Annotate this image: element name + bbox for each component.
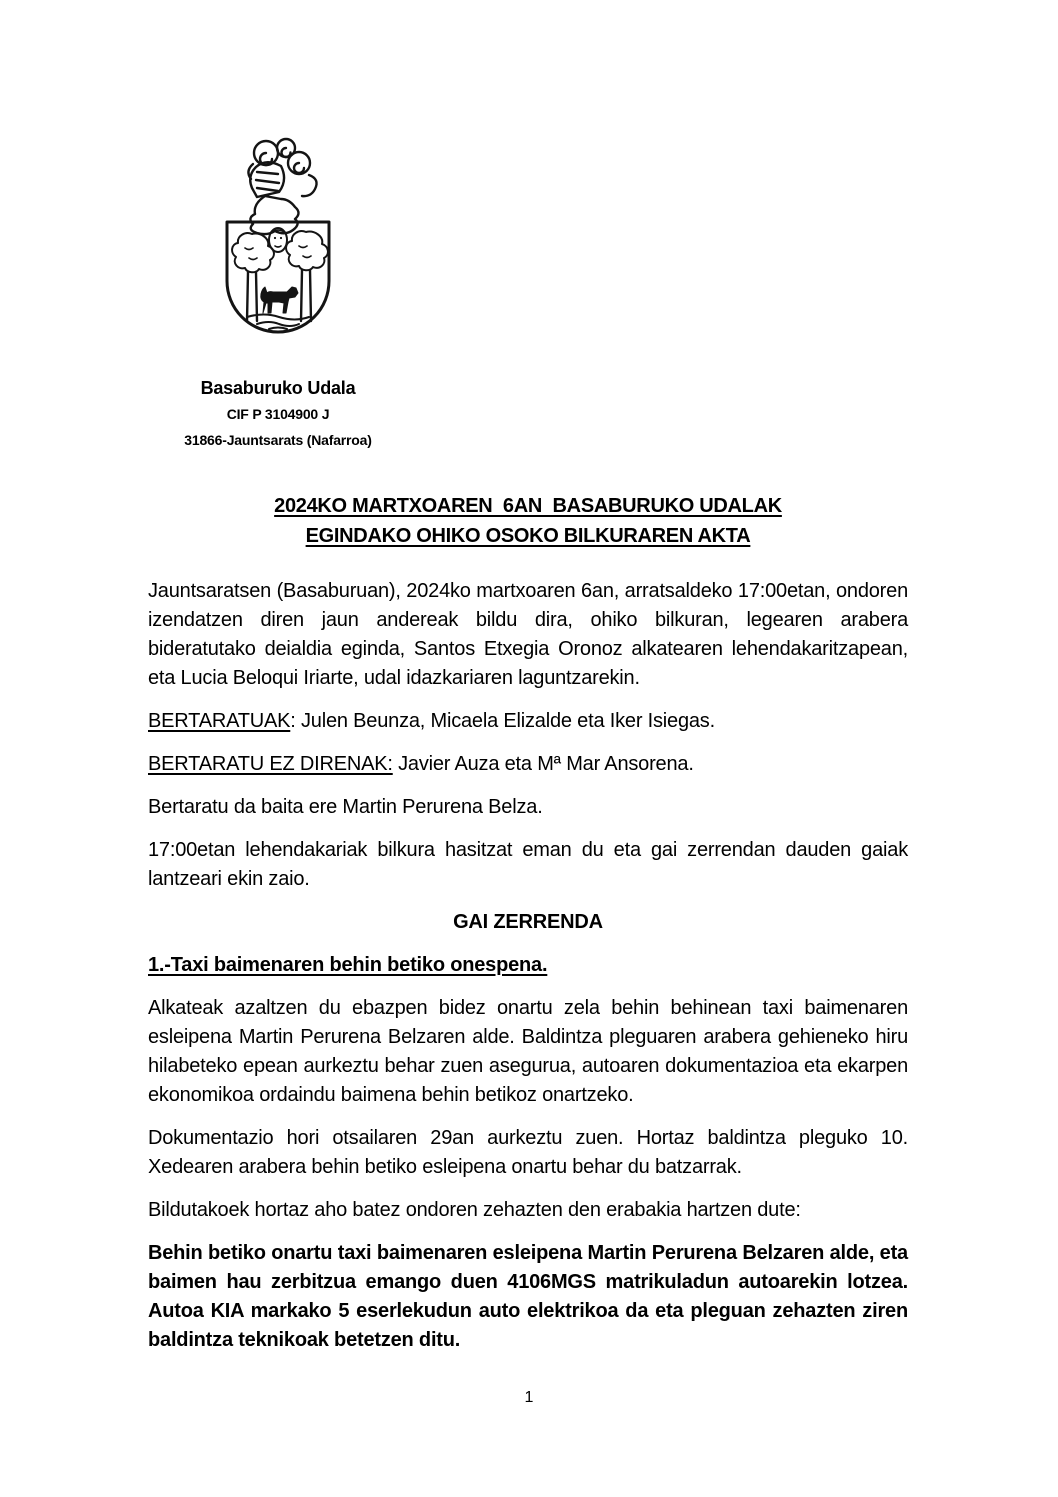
session-start-paragraph: 17:00etan lehendakariak bilkura hasitzat eman du eta gai zerrendan dauden gaiak lantzeari ekin zaio.: [148, 839, 908, 890]
page-number: 1: [524, 1389, 534, 1406]
agenda-item-1-heading: 1.-Taxi baimenaren behin betiko onespena.: [148, 954, 548, 976]
org-address: 31866-Jauntsarats (Nafarroa): [184, 432, 372, 448]
attendees-label: BERTARATUAK: [148, 710, 291, 732]
attendees-paragraph: [148, 707, 908, 736]
agenda-heading: GAI ZERRENDA: [453, 911, 603, 933]
absentees-names: Javier Auza eta Mª Mar Ansorena.: [392, 753, 694, 775]
coat-of-arms-icon: [219, 135, 337, 347]
absentees-label: BERTARATU EZ DIRENAK:: [148, 753, 393, 775]
org-name: Basaburuko Udala: [200, 378, 356, 398]
document-title-line-1: 2024KO MARTXOAREN 6AN BASABURUKO UDALAK: [274, 495, 782, 517]
agenda-item-1-paragraph-1: Alkateak azaltzen du ebazpen bidez onartu zela behin behinean taxi baimenaren esleipena Martin Perurena Belzaren alde. Baldintza pleguaren arabera gehieneko hiru hilabeteko epean aurkeztu behar zuen asegurua, autoaren dokumentazioa eta ekarpen ekonomikoa ordaindu baimena behin betikoz onartzeko.: [148, 997, 908, 1106]
absentees-paragraph: [148, 750, 908, 779]
document-title: [148, 491, 908, 551]
agenda-item-1-paragraph-2: Dokumentazio hori otsailaren 29an aurkeztu zuen. Hortaz baldintza pleguko 10. Xedearen arabera behin betiko esleipena onartu behar du batzarrak.: [148, 1127, 908, 1178]
org-cif: CIF P 3104900 J: [226, 406, 330, 422]
document-content: [148, 0, 908, 1369]
agenda-item-1-paragraph-3: Bildutakoek hortaz aho batez ondoren zehazten den erabakia hartzen dute:: [148, 1199, 801, 1221]
agenda-item-1-resolution: Behin betiko onartu taxi baimenaren esleipena Martin Perurena Belzaren alde, eta baimen hau zerbitzua emango duen 4106MGS matrikuladun autoarekin lotzea. Autoa KIA markako 5 eserlekudun auto elektrikoa da eta pleguan zehazten ziren baldintza teknikoak betetzen ditu.: [148, 1242, 908, 1351]
org-header: [148, 0, 408, 453]
intro-paragraph: Jauntsaratsen (Basaburuan), 2024ko martxoaren 6an, arratsaldeko 17:00etan, ondoren izendatzen diren jaun andereak bildu dira, ohiko bilkuran, legearen arabera bideratutako deialdia eginda, Santos Etxegia Oronoz alkatearen lehendakaritzapean, eta Lucia Beloqui Iriarte, udal idazkariaren laguntzarekin.: [148, 580, 908, 689]
document-title-line-2: EGINDAKO OHIKO OSOKO BILKURAREN AKTA: [305, 525, 751, 547]
attendees-names: : Julen Beunza, Micaela Elizalde eta Iker Isiegas.: [290, 710, 715, 732]
also-present-paragraph: Bertaratu da baita ere Martin Perurena Belza.: [148, 796, 543, 818]
